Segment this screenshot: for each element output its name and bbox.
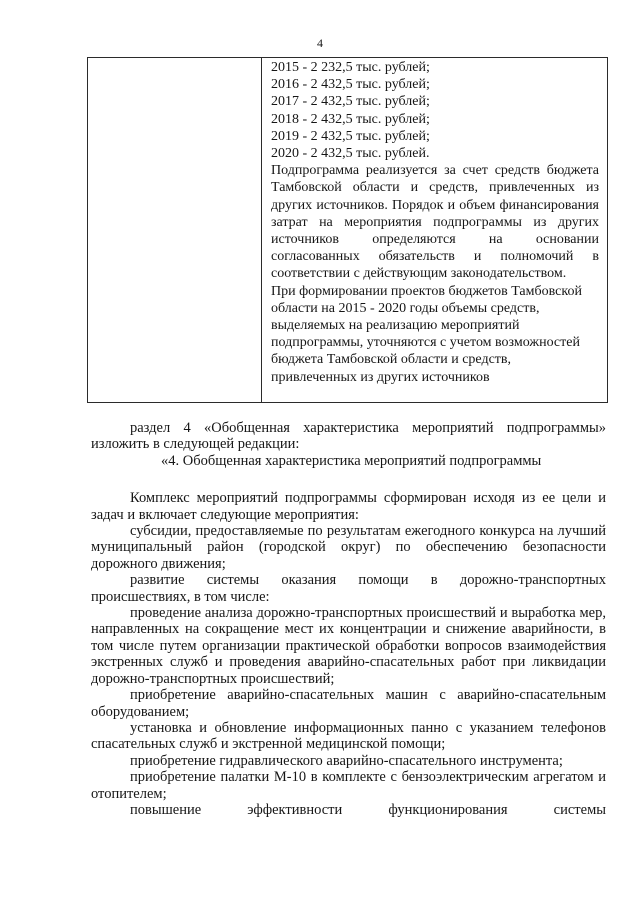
body-paragraph: Комплекс мероприятий подпрограммы сформирован исходя из ее цели и задач и включает следующие мероприятия: [91, 490, 606, 523]
funding-line: 2019 - 2 432,5 тыс. рублей; [271, 128, 430, 144]
funding-line: 2018 - 2 432,5 тыс. рублей; [271, 111, 430, 127]
table-right-cell [271, 59, 599, 386]
funding-line: 2020 - 2 432,5 тыс. рублей. [271, 146, 430, 162]
document-body [91, 420, 606, 818]
body-paragraph-last: повышение эффективности функционирования системы [130, 801, 606, 818]
body-paragraph: приобретение гидравлического аварийно-спасательного инструмента; [130, 752, 563, 769]
funding-table [87, 57, 608, 403]
funding-list [271, 59, 599, 162]
body-paragraph: проведение анализа дорожно-транспортных происшествий и выработка мер, направленных на сокращение мест их концентрации и снижение аварийности, в том числе путем организации практической обработки вопросов взаимодействия экстренных служб и проведения аварийно-спасательных работ при ликвидации дорожно-транспортных происшествий; [91, 605, 606, 687]
body-paragraph: установка и обновление информационных панно с указанием телефонов спасательных служб и экстренной медицинской помощи; [91, 719, 606, 753]
funding-line: 2017 - 2 432,5 тыс. рублей; [271, 94, 430, 110]
projects-paragraph: При формировании проектов бюджетов Тамбовской области на 2015 - 2020 годы объемы средств, выделяемых на реализацию мероприятий подпрограммы, уточняются с учетом возможностей бюджета Тамбовской области и средств, привлеченных из других источников [271, 283, 582, 385]
section-intro: раздел 4 «Обобщенная характеристика мероприятий подпрограммы» изложить в следующей редакции: [91, 420, 606, 453]
section-heading: «4. Обобщенная характеристика мероприятий подпрограммы [161, 452, 542, 469]
page-number: 4 [317, 36, 323, 50]
body-paragraph: развитие системы оказания помощи в дорожно-транспортных происшествиях, в том числе: [91, 572, 606, 605]
financing-paragraph: Подпрограмма реализуется за счет средств бюджета Тамбовской области и средств, привлеченных из других источников. Порядок и объем финансирования затрат на мероприятия подпрограммы из других источников определяются на основании согласованных обязательств и полномочий в соответствии с действующим законодательством. [271, 163, 599, 282]
body-paragraph: приобретение палатки М-10 в комплекте с бензоэлектрическим агрегатом и отопителем; [91, 769, 606, 802]
table-column-divider [261, 58, 262, 402]
funding-line: 2015 - 2 232,5 тыс. рублей; [271, 60, 430, 75]
funding-line: 2016 - 2 432,5 тыс. рублей; [271, 77, 430, 93]
paragraph-spacer [91, 469, 606, 490]
body-paragraph: приобретение аварийно-спасательных машин с аварийно-спасательным оборудованием; [91, 687, 606, 720]
body-paragraph: субсидии, предоставляемые по результатам ежегодного конкурса на лучший муниципальный район (городской округ) по обеспечению безопасности дорожного движения; [91, 523, 606, 572]
